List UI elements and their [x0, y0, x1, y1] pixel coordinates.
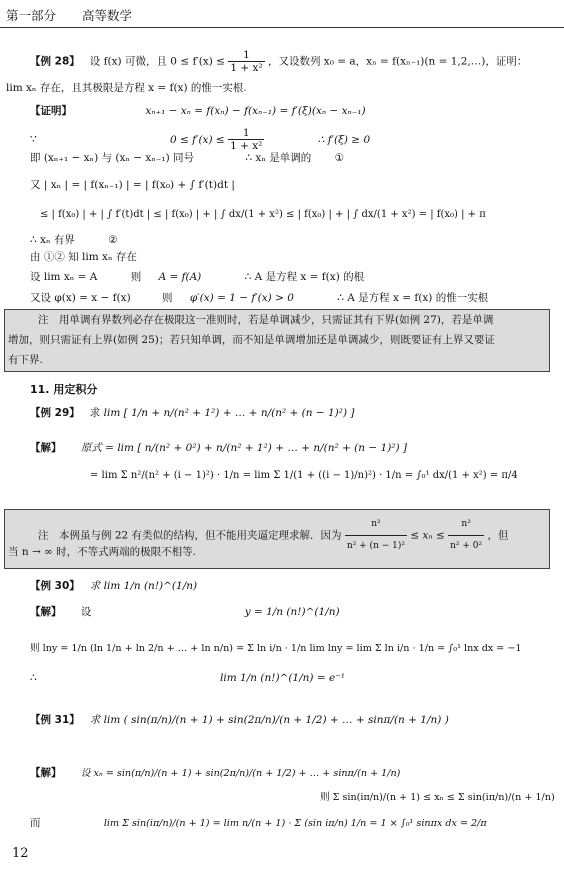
- proof-eq-9c: φ′(x) = 1 − f′(x) > 0: [189, 292, 294, 304]
- note-2-left-den: n² + (n − 1)²: [346, 541, 405, 551]
- example-30-result: lim 1/n (n!)^(1/n) = e⁻¹: [220, 672, 345, 684]
- proof-eq-8a: 设 lim xₙ = A: [30, 271, 98, 283]
- proof-frac-num: 1: [228, 127, 264, 140]
- circle-label-2: ②: [108, 234, 118, 246]
- header-part: 第一部分: [6, 8, 57, 23]
- example-31-tag: 【例 31】: [30, 714, 80, 726]
- fraction-denominator: 1 + x²: [230, 62, 263, 74]
- example-30-statement: [30, 578, 197, 593]
- proof-bounded: ∴ xₙ 有界: [30, 234, 75, 246]
- proof-eq-9a: 又设 φ(x) = x − f(x): [30, 292, 131, 304]
- example-28-text-2: ，又设数列 x₀ = a，xₙ = f(xₙ₋₁)(n = 1,2,…)，证明：: [267, 55, 528, 68]
- proof-eq-9b: 则: [162, 292, 173, 304]
- example-30-solution-2: [30, 672, 345, 684]
- proof-line-8: [30, 269, 364, 284]
- proof-eq-9d: ∴ A 是方程 x = f(x) 的惟一实根: [337, 292, 489, 304]
- note-1-line-2: 增加，则只需证有上界(如例 25)；若只知单调，而不知是单调增加还是单调减少，则既要证有上界又要证: [8, 334, 495, 346]
- proof-line-6: [30, 232, 118, 247]
- proof-eq-2a: 0 ≤ f′(x) ≤: [170, 133, 225, 146]
- example-29-sol-line1: 原式 = lim [ n/(n² + 0²) + n/(n² + 1²) + … + n/(n² + (n − 1)²) ]: [80, 442, 408, 454]
- running-header: [6, 6, 154, 24]
- example-30-sol-tag: 【解】: [30, 606, 62, 618]
- example-29-statement: [30, 405, 355, 420]
- section-11-title: 11. 用定积分: [30, 383, 98, 396]
- example-28-statement-line2: [6, 80, 247, 95]
- proof-eq-3b: ∴ xₙ 是单调的: [245, 152, 312, 164]
- example-30-ask: 求 lim 1/n (n!)^(1/n): [89, 580, 198, 592]
- because-symbol: ∵: [30, 133, 37, 146]
- example-29-ask: 求: [89, 407, 101, 419]
- proof-eq-2-fraction: [228, 127, 264, 152]
- example-29-sol-tag: 【解】: [30, 442, 62, 454]
- example-28-limit: lim xₙ: [6, 82, 37, 94]
- note-2-line-2: 当 n → ∞ 时，不等式两端的极限不相等.: [8, 546, 196, 558]
- example-29-solution-2: = lim Σ n²/(n² + (i − 1)²) · 1/n = lim Σ 1/(1 + ((i − 1)/n)²) · 1/n = ∫₀¹ dx/(1 + x²) = π/4: [90, 470, 518, 481]
- proof-line-2: [30, 127, 370, 152]
- example-28-text-3: 存在，且其极限是方程 x = f(x) 的惟一实根.: [39, 82, 247, 94]
- proof-line-3: [30, 150, 344, 165]
- note-2-left-num: n²: [345, 514, 407, 536]
- note-2-right-den: n² + 0²: [450, 541, 483, 551]
- proof-line-1: [30, 103, 366, 118]
- header-subject: 高等数学: [82, 8, 133, 23]
- example-29-tag: 【例 29】: [30, 407, 80, 419]
- example-29-solution-1: [30, 440, 407, 455]
- proof-eq-2b: ∴ f′(ξ) ≥ 0: [317, 133, 371, 146]
- page-number: 12: [12, 846, 29, 861]
- circle-label-1: ①: [334, 152, 344, 164]
- example-31-solution-1b: 则 Σ sin(iπ/n)/(n + 1) ≤ xₙ ≤ Σ sin(iπ/n)/(n + 1/n): [320, 792, 555, 803]
- example-29-expr: lim [ 1/n + n/(n² + 1²) + … + n/(n² + (n − 1)²) ]: [103, 407, 355, 419]
- example-31-statement: [30, 712, 449, 727]
- fraction-numerator: 1: [228, 49, 264, 62]
- proof-line-4: 又 | xₙ | = | f(xₙ₋₁) | = | f(x₀) + ∫ f′(t)dt |: [30, 179, 235, 191]
- proof-frac-den: 1 + x²: [230, 140, 263, 152]
- example-31-solution-1: [30, 765, 400, 780]
- proof-line-5: ≤ | f(x₀) | + | ∫ f′(t)dt | ≤ | f(x₀) | + | ∫ dx/(1 + x²) ≤ | f(x₀) | + | ∫ dx/(1 + x²) = | f(x₀) | + π: [40, 209, 486, 220]
- proof-eq-8b: 则: [130, 271, 142, 283]
- example-28-statement: [30, 49, 527, 74]
- example-28-text-1: 设 f(x) 可微，且 0 ≤ f′(x) ≤: [89, 55, 225, 68]
- proof-eq-8d: ∴ A 是方程 x = f(x) 的根: [244, 271, 365, 283]
- example-30-sol-set: 设: [80, 606, 92, 618]
- note-1-line-1: 注 用单调有界数列必存在极限这一准则时，若是单调减少，只需证其有下界(如例 27)，若是单调: [38, 314, 494, 326]
- example-28-tag: 【例 28】: [30, 55, 80, 68]
- note-2-text-a: 注 本例虽与例 22 有类似的结构，但不能用夹逼定理求解．因为: [38, 529, 342, 542]
- example-31-sol-tag: 【解】: [30, 767, 62, 779]
- note-1-line-3: 有下界.: [8, 354, 43, 366]
- example-31-sol-line2: lim Σ sin(iπ/n)/(n + 1) = lim n/(n + 1) · Σ (sin iπ/n) 1/n = 1 × ∫₀¹ sinπx dx = 2/π: [103, 818, 487, 829]
- proof-line-7: 由 ①② 知 lim xₙ 存在: [30, 251, 137, 263]
- example-30-solution-0: [30, 604, 340, 619]
- example-31-sol-line1: 设 xₙ = sin(π/n)/(n + 1) + sin(2π/n)/(n + 1/2) + … + sinπ/(n + 1/n): [80, 768, 401, 779]
- example-31-er: 而: [30, 817, 41, 829]
- note-2-right-fraction: [448, 514, 484, 557]
- example-28-fraction: [228, 49, 264, 74]
- proof-tag: 【证明】: [30, 105, 72, 117]
- proof-line-9: [30, 290, 488, 305]
- example-30-sol-y: y = 1/n (n!)^(1/n): [244, 606, 340, 618]
- example-31-ask: 求 lim ( sin(π/n)/(n + 1) + sin(2π/n)/(n + 1/2) + … + sinπ/(n + 1/n) ): [89, 714, 449, 726]
- proof-eq-8c: A = f(A): [158, 271, 202, 283]
- note-2-left-fraction: [345, 514, 407, 557]
- example-30-solution-1: 则 lny = 1/n (ln 1/n + ln 2/n + … + ln n/n) = Σ ln i/n · 1/n lim lny = lim Σ ln i/n · 1/n = ∫₀¹ lnx dx = −1: [30, 643, 522, 654]
- proof-eq-3a: 即 (xₙ₊₁ − xₙ) 与 (xₙ − xₙ₋₁) 同号: [30, 152, 195, 164]
- note-2-text-c: ，但: [487, 529, 509, 542]
- example-31-solution-2: [30, 815, 487, 830]
- example-30-therefore: ∴: [30, 672, 37, 684]
- proof-eq-1: xₙ₊₁ − xₙ = f(xₙ) − f(xₙ₋₁) = f′(ξ)(xₙ − xₙ₋₁): [145, 105, 366, 117]
- note-2-right-num: n²: [448, 514, 484, 536]
- header-rule: [0, 27, 564, 28]
- example-30-tag: 【例 30】: [30, 580, 80, 592]
- note-2-text-b: ≤ xₙ ≤: [410, 529, 445, 542]
